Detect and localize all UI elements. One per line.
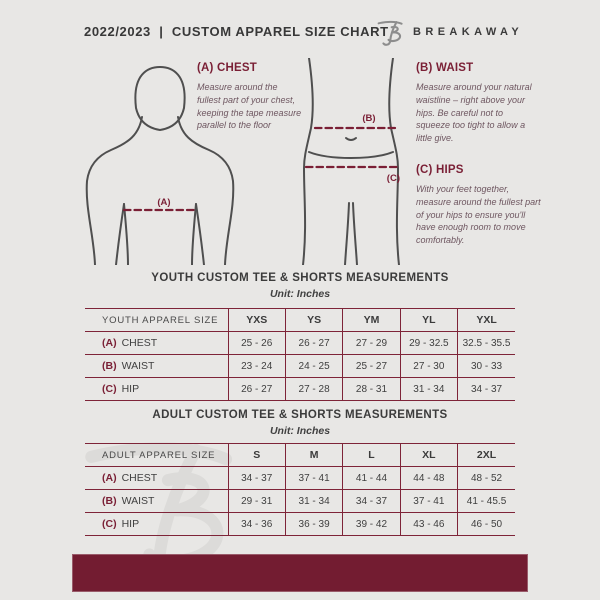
row-letter: (C) [102, 518, 117, 530]
size-column-header: YXL [458, 309, 515, 332]
cell-value: 34 - 36 [228, 513, 285, 536]
size-column-header: S [228, 444, 285, 467]
chest-guide-text: Measure around the fullest part of your chest, keeping the tape measure parallel to the floor [197, 82, 302, 131]
hips-guide-text: With your feet together, measure around the fullest part of your hips to ensure you'll have enough room to move comfortably. [416, 184, 541, 246]
table-row-chest [85, 467, 515, 490]
table-row-waist [85, 355, 515, 378]
size-column-header: XL [400, 444, 457, 467]
size-column-header: YM [343, 309, 400, 332]
row-label [85, 332, 228, 355]
cell-value: 26 - 27 [285, 332, 342, 355]
cell-value: 31 - 34 [400, 378, 457, 401]
row-name: WAIST [121, 495, 155, 507]
row-label [85, 467, 228, 490]
cell-value: 46 - 50 [458, 513, 515, 536]
cell-value: 41 - 44 [343, 467, 400, 490]
cell-value: 27 - 29 [343, 332, 400, 355]
cell-value: 43 - 46 [400, 513, 457, 536]
brand-name: BREAKAWAY [413, 26, 524, 38]
chest-figure-label: (A) [157, 197, 171, 208]
row-letter: (C) [102, 383, 117, 395]
table-row-hip [85, 513, 515, 536]
cell-value: 27 - 28 [285, 378, 342, 401]
youth-size-column-header: YOUTH APPAREL SIZE [85, 309, 228, 332]
youth-header-row [85, 309, 515, 332]
row-name: CHEST [121, 472, 158, 484]
size-column-header: YXS [228, 309, 285, 332]
cell-value: 27 - 30 [400, 355, 457, 378]
cell-value: 29 - 32.5 [400, 332, 457, 355]
breakaway-b-logo-icon [377, 17, 404, 47]
cell-value: 34 - 37 [458, 378, 515, 401]
size-column-header: YL [400, 309, 457, 332]
chest-guide [197, 62, 303, 132]
table-row-hip [85, 378, 515, 401]
cell-value: 23 - 24 [228, 355, 285, 378]
row-label [85, 378, 228, 401]
cell-value: 25 - 26 [228, 332, 285, 355]
size-column-header: 2XL [458, 444, 515, 467]
table-row-chest [85, 332, 515, 355]
hips-guide-heading: (C) HIPS [416, 164, 464, 176]
waist-figure-label: (B) [362, 113, 376, 124]
table-row-waist [85, 490, 515, 513]
adult-size-column-header: ADULT APPAREL SIZE [85, 444, 228, 467]
row-label [85, 513, 228, 536]
row-letter: (B) [102, 495, 117, 507]
size-column-header: L [343, 444, 400, 467]
cell-value: 48 - 52 [458, 467, 515, 490]
cell-value: 24 - 25 [285, 355, 342, 378]
footer-accent-bar [72, 554, 528, 592]
cell-value: 39 - 42 [343, 513, 400, 536]
row-name: HIP [121, 383, 140, 395]
page-title: 2022/2023 | CUSTOM APPAREL SIZE CHART [84, 24, 389, 39]
cell-value: 41 - 45.5 [458, 490, 515, 513]
lower-body-measurement-figure [289, 58, 411, 265]
row-label [85, 355, 228, 378]
cell-value: 37 - 41 [285, 467, 342, 490]
size-column-header: M [285, 444, 342, 467]
youth-section-title: YOUTH CUSTOM TEE & SHORTS MEASUREMENTS [151, 272, 449, 284]
adult-header-row [85, 444, 515, 467]
youth-size-table [85, 308, 515, 401]
cell-value: 34 - 37 [343, 490, 400, 513]
cell-value: 44 - 48 [400, 467, 457, 490]
row-letter: (A) [102, 472, 117, 484]
row-name: WAIST [121, 360, 155, 372]
hips-guide [416, 164, 542, 247]
adult-size-table [85, 443, 515, 536]
cell-value: 25 - 27 [343, 355, 400, 378]
row-label [85, 490, 228, 513]
waist-guide-heading: (B) WAIST [416, 62, 474, 74]
cell-value: 30 - 33 [458, 355, 515, 378]
waist-guide [416, 62, 538, 145]
cell-value: 32.5 - 35.5 [458, 332, 515, 355]
waist-guide-text: Measure around your natural waistline – right above your hips. Be careful not to squeeze too tight to allow a little give. [416, 82, 532, 144]
cell-value: 26 - 27 [228, 378, 285, 401]
cell-value: 34 - 37 [228, 467, 285, 490]
adult-section-title: ADULT CUSTOM TEE & SHORTS MEASUREMENTS [152, 409, 448, 421]
cell-value: 29 - 31 [228, 490, 285, 513]
cell-value: 37 - 41 [400, 490, 457, 513]
row-letter: (A) [102, 337, 117, 349]
youth-unit-label: Unit: Inches [269, 288, 331, 300]
cell-value: 28 - 31 [343, 378, 400, 401]
cell-value: 31 - 34 [285, 490, 342, 513]
chest-guide-heading: (A) CHEST [197, 62, 257, 74]
row-name: CHEST [121, 337, 158, 349]
size-column-header: YS [285, 309, 342, 332]
brand-block [377, 17, 523, 47]
row-letter: (B) [102, 360, 117, 372]
row-name: HIP [121, 518, 140, 530]
hips-figure-label: (C) [386, 173, 400, 184]
cell-value: 36 - 39 [285, 513, 342, 536]
adult-unit-label: Unit: Inches [269, 425, 331, 437]
